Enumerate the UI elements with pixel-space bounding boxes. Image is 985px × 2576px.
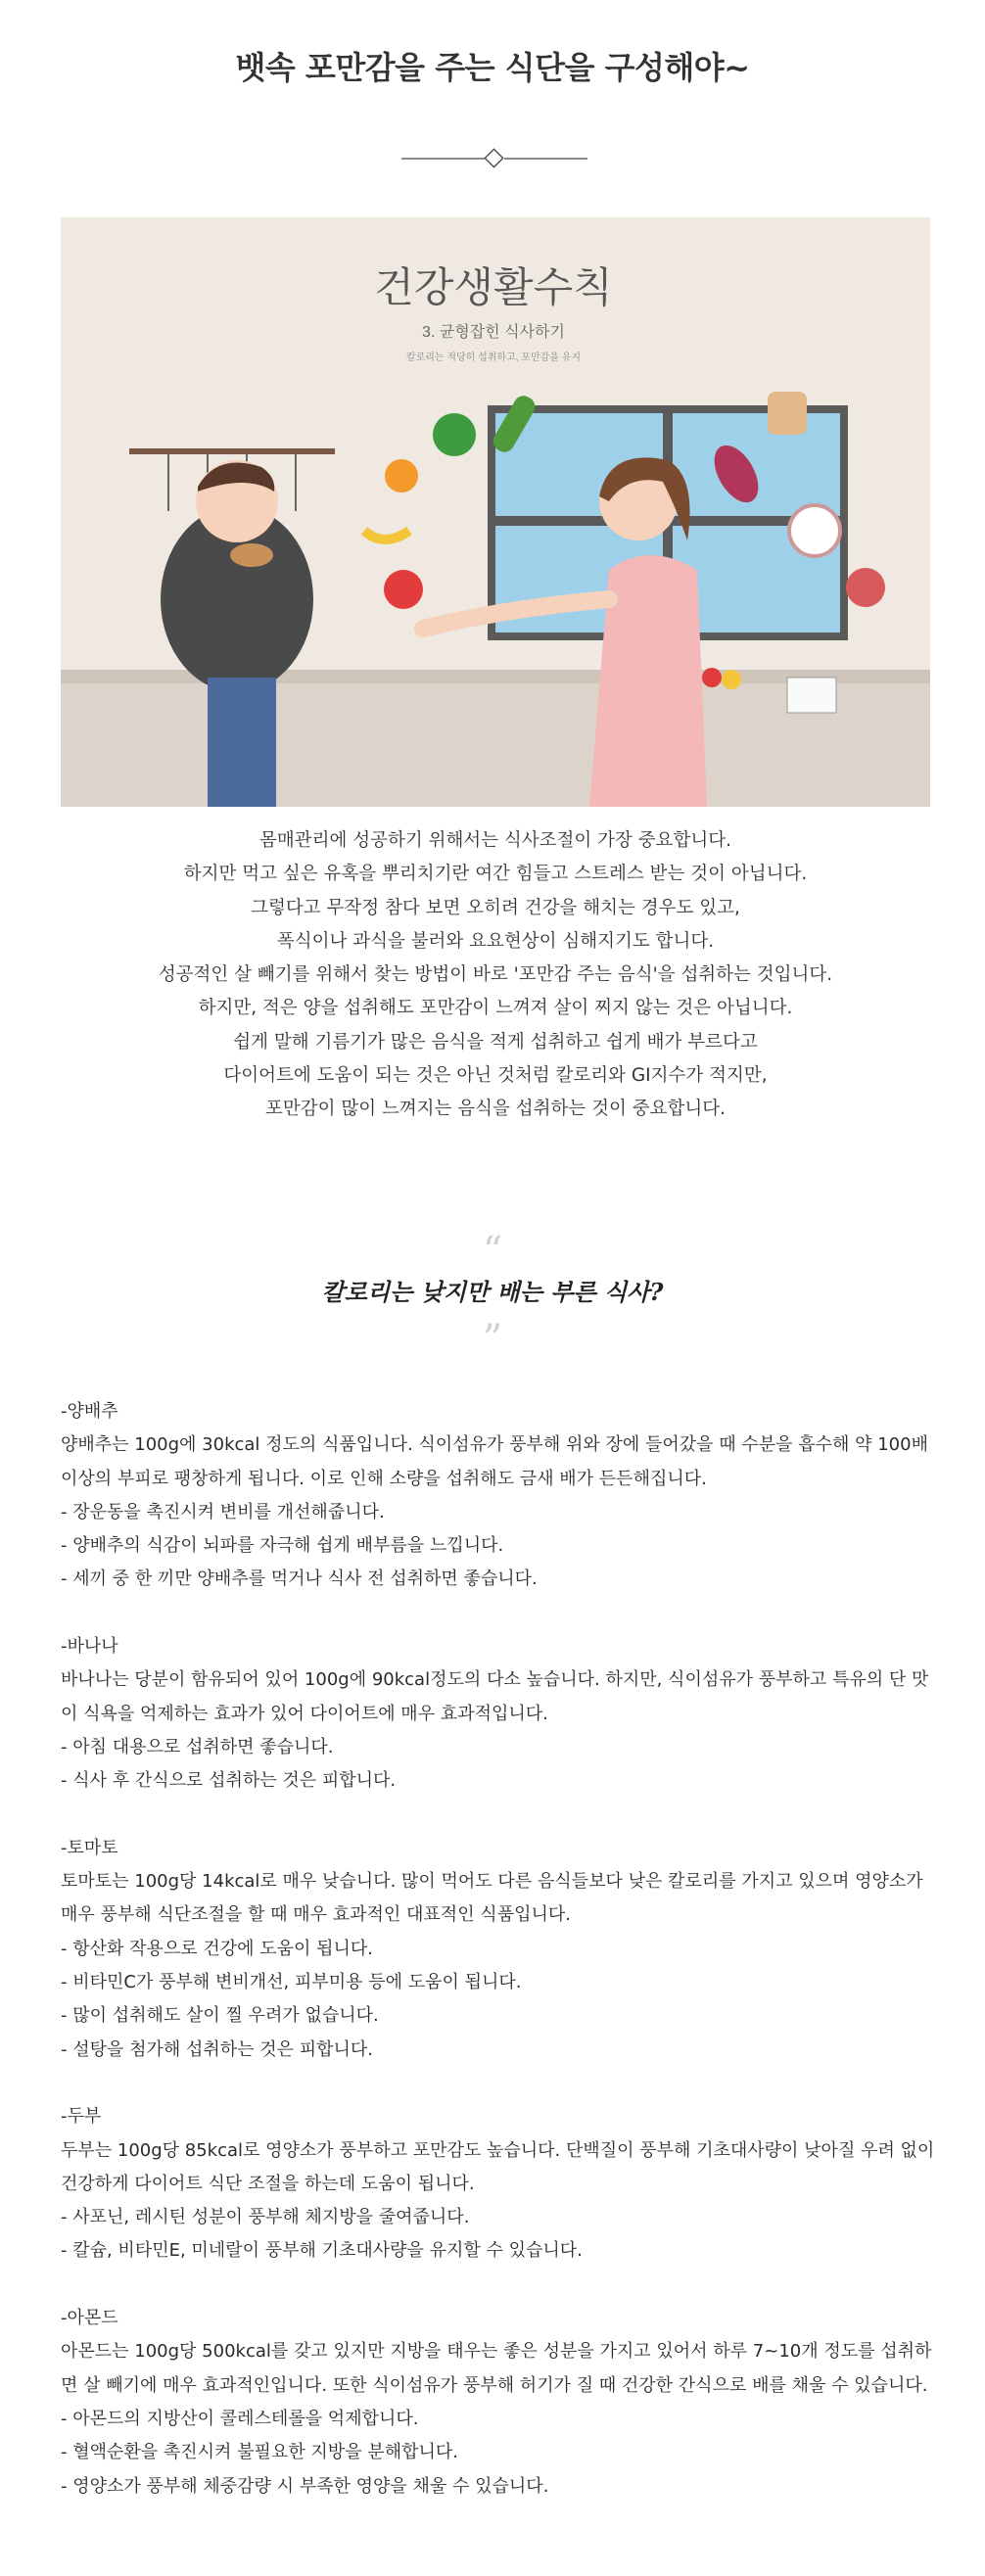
food-description: 아몬드는 100g당 500kcal를 갖고 있지만 지방을 태우는 좋은 성분을 가지고 있어서 하루 7~10개 정도를 섭취하면 살 빼기에 매우 효과적인입니다. 또한 식이섬유가 풍부해 허기가 질 때 건강한 간식으로 배를 채울 수 있습니다. (61, 2341, 932, 2396)
intro-line: 하지만 먹고 싶은 유혹을 뿌리치기란 여간 힘들고 스트레스 받는 것이 아닙니다. (183, 864, 808, 885)
food-point: - 비타민C가 풍부해 변비개선, 피부미용 등에 도움이 됩니다. (61, 1972, 522, 1993)
food-name: -양배추 (61, 1401, 118, 1422)
rice-bowl-icon (789, 505, 840, 556)
illustration-caption: 칼로리는 적당히 섭취하고, 포만감을 유지 (405, 352, 582, 363)
healthy-life-illustration (61, 217, 930, 807)
intro-line: 성공적인 살 빼기를 위해서 찾는 방법이 바로 '포만감 주는 음식'을 섭취하는 것입니다. (158, 964, 833, 986)
illustration-heading: 건강생활수칙 (374, 264, 613, 310)
food-point: - 식사 후 간식으로 섭취하는 것은 피합니다. (61, 1770, 397, 1792)
intro-line: 다이어트에 도움이 되는 것은 아닌 것처럼 칼로리와 GI지수가 적지만, (223, 1065, 768, 1087)
food-name: -두부 (61, 2106, 102, 2128)
food-point: - 설탕을 첨가해 섭취하는 것은 피합니다. (61, 2038, 374, 2060)
food-name: -아몬드 (61, 2308, 118, 2329)
intro-line: 폭식이나 과식을 불러와 요요현상이 심해지기도 합니다. (276, 930, 715, 952)
food-description: 토마토는 100g당 14kcal로 매우 낮습니다. 많이 먹어도 다른 음식들보다 낮은 칼로리를 가지고 있으며 영양소가 매우 풍부해 식단조절을 할 때 매우 효과적인 대표적인 식품입니다. (61, 1871, 923, 1926)
food-name: -토마토 (61, 1837, 118, 1858)
intro-line: 몸매관리에 성공하기 위해서는 식사조절이 가장 중요합니다. (258, 830, 732, 851)
food-point: - 혈액순환을 촉진시켜 불필요한 지방을 분해합니다. (61, 2442, 458, 2463)
food-item-tofu (61, 2100, 937, 2268)
apple-icon (384, 570, 423, 609)
food-point: - 세끼 중 한 끼만 양배추를 먹거나 식사 전 섭취하면 좋습니다. (61, 1569, 538, 1590)
food-point: - 장운동을 촉진시켜 변비를 개선해줍니다. (61, 1501, 385, 1522)
intro-line: 쉽게 말해 기름기가 많은 음식을 적게 섭취하고 쉽게 배가 부르다고 (233, 1031, 758, 1053)
section-subtitle: 칼로리는 낮지만 배는 부른 식사? (321, 1278, 664, 1306)
intro-line: 하지만, 적은 양을 섭취해도 포만감이 느껴져 살이 찌지 않는 것은 아닙니다. (198, 998, 793, 1019)
intro-line: 포만감이 많이 느껴지는 음식을 섭취하는 것이 중요합니다. (264, 1099, 727, 1120)
tofu-icon (787, 678, 836, 713)
illustration-subheading: 3. 균형잡힌 식사하기 (422, 324, 565, 341)
food-point: - 항산화 작용으로 건강에 도움이 됩니다. (61, 1938, 374, 1959)
food-point: - 사포닌, 레시틴 성분이 풍부해 체지방을 줄여줍니다. (61, 2207, 470, 2228)
food-item-banana (61, 1630, 937, 1798)
food-point: - 칼슘, 비타민E, 미네랄이 풍부해 기초대사량을 유지할 수 있습니다. (61, 2240, 583, 2262)
food-point: - 양배추의 식감이 뇌파를 자극해 쉽게 배부름을 느낍니다. (61, 1535, 504, 1557)
food-point: - 아침 대용으로 섭취하면 좋습니다. (61, 1736, 334, 1757)
open-quote-mark: “ (482, 1229, 503, 1274)
food-point: - 많이 섭취해도 살이 찔 우려가 없습니다. (61, 2005, 379, 2027)
intro-paragraph (61, 824, 930, 1127)
close-quote-mark: ” (482, 1317, 503, 1362)
food-item-almond (61, 2302, 937, 2504)
food-list (61, 1395, 937, 2537)
intro-line: 그렇다고 무작정 참다 보면 오히려 건강을 해치는 경우도 있고, (251, 897, 740, 918)
food-point: - 영양소가 풍부해 체중감량 시 부족한 영양을 채울 수 있습니다. (61, 2475, 549, 2497)
broccoli-icon (433, 413, 476, 456)
food-description: 양배추는 100g에 30kcal 정도의 식품입니다. 식이섬유가 풍부해 위와 장에 들어갔을 때 수분을 흡수해 약 100배 이상의 부피로 팽창하게 됩니다. 이로 인해 소량을 섭취해도 금새 배가 든든해집니다. (61, 1434, 928, 1489)
food-description: 두부는 100g당 85kcal로 영양소가 풍부하고 포만감도 높습니다. 단백질이 풍부해 기초대사량이 낮아질 우려 없이 건강하게 다이어트 식단 조절을 하는데 도움이 됩니다. (61, 2139, 935, 2194)
food-item-cabbage (61, 1395, 937, 1597)
food-item-tomato (61, 1832, 937, 2067)
illustration-artwork (61, 217, 930, 807)
page-title: 뱃속 포만감을 주는 식단을 구성해야~ (235, 49, 750, 86)
bread-icon (768, 392, 807, 435)
food-description: 바나나는 당분이 함유되어 있어 100g에 90kcal정도의 다소 높습니다. 하지만, 식이섬유가 풍부하고 특유의 단 맛이 식욕을 억제하는 효과가 있어 다이어트에 매우 효과적입니다. (61, 1669, 929, 1724)
food-name: -바나나 (61, 1636, 118, 1658)
meat-icon (846, 568, 885, 607)
title-divider (401, 147, 587, 170)
orange-icon (385, 459, 418, 492)
food-point: - 아몬드의 지방산이 콜레스테롤을 억제합니다. (61, 2408, 419, 2429)
